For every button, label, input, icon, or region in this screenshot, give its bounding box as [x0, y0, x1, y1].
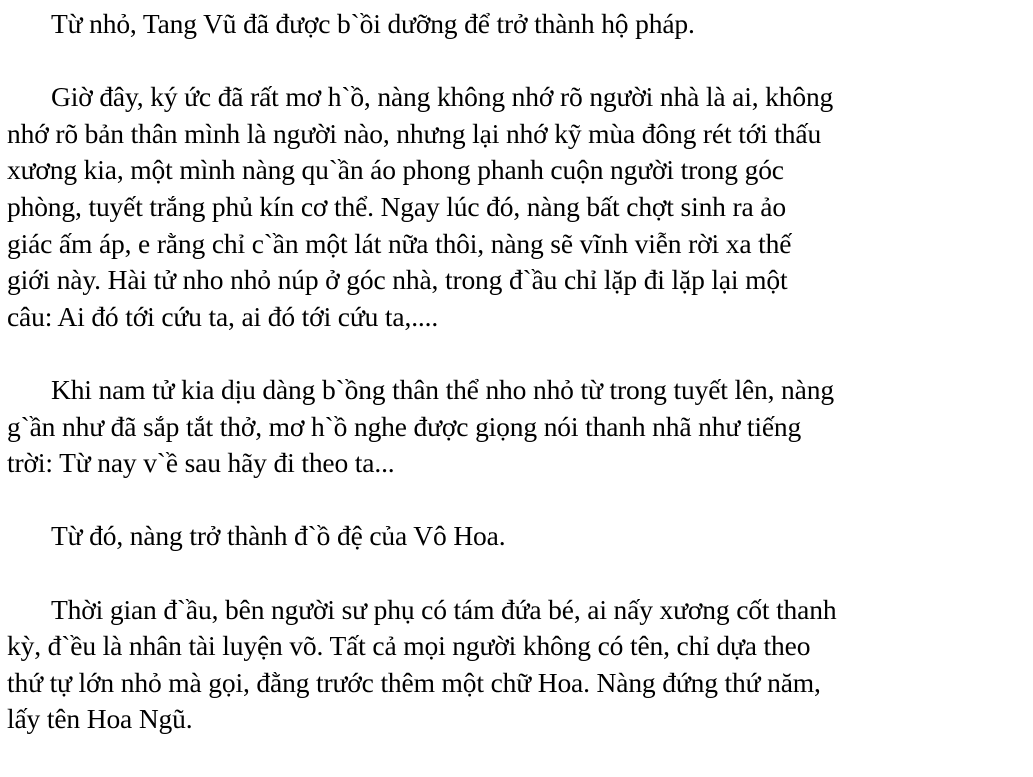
text-line: phòng, tuyết trắng phủ kín cơ thể. Ngay lúc đó, nàng bất chợt sinh ra ảo — [7, 190, 786, 222]
text-line: Giờ đây, ký ức đã rất mơ h`ồ, nàng không nhớ rõ người nhà là ai, không — [51, 81, 834, 113]
text-line: Từ nhỏ, Tang Vũ đã được b`ồi dưỡng để trở thành hộ pháp. — [51, 8, 695, 39]
text-line: lấy tên Hoa Ngũ. — [7, 703, 193, 735]
paragraph-3 — [7, 372, 1029, 482]
text-line: Khi nam tử kia dịu dàng b`ồng thân thể nho nhỏ từ trong tuyết lên, nàng — [51, 373, 834, 405]
paragraph-1 — [7, 6, 1029, 43]
text-line: giới này. Hài tử nho nhỏ núp ở góc nhà, trong đ`ầu chỉ lặp đi lặp lại một — [7, 264, 788, 296]
text-line: xương kia, một mình nàng qu`ần áo phong phanh cuộn người trong góc — [7, 154, 784, 186]
paragraph-2 — [7, 79, 1029, 335]
text-line: giác ấm áp, e rằng chỉ c`ần một lát nữa thôi, nàng sẽ vĩnh viễn rời xa thế — [7, 227, 792, 259]
text-line: Từ đó, nàng trở thành đ`ồ đệ của Vô Hoa. — [51, 520, 506, 552]
text-line: câu: Ai đó tới cứu ta, ai đó tới cứu ta,.... — [7, 300, 439, 332]
text-line: nhớ rõ bản thân mình là người nào, nhưng lại nhớ kỹ mùa đông rét tới thấu — [7, 117, 822, 149]
text-line: trời: Từ nay v`ề sau hãy đi theo ta... — [7, 447, 395, 479]
paragraph-5 — [7, 592, 1029, 738]
text-line: g`ần như đã sắp tắt thở, mơ h`ồ nghe được giọng nói thanh nhã như tiếng — [7, 410, 802, 442]
text-line: thứ tự lớn nhỏ mà gọi, đằng trước thêm một chữ Hoa. Nàng đứng thứ năm, — [7, 666, 821, 698]
text-line: kỳ, đ`ều là nhân tài luyện võ. Tất cả mọi người không có tên, chỉ dựa theo — [7, 630, 811, 662]
text-line: Thời gian đ`ầu, bên người sư phụ có tám đứa bé, ai nấy xương cốt thanh — [51, 593, 837, 625]
paragraph-4 — [7, 518, 1029, 555]
